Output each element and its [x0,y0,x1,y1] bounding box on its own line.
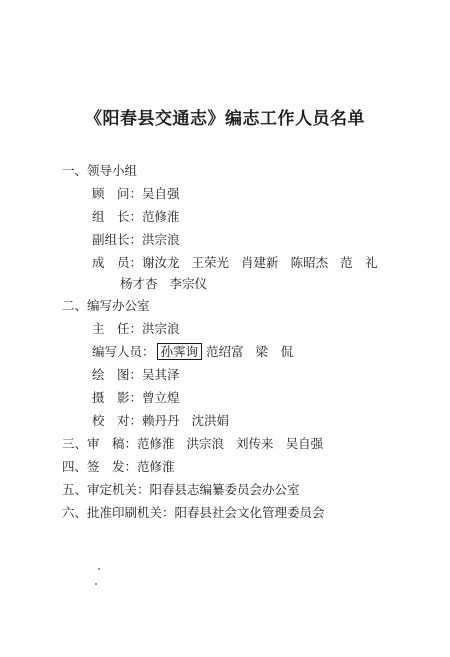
deputy-label: 副组长： [92,232,143,247]
advisor-label: 顾 问： [92,186,143,201]
members-row [92,255,378,271]
members-row-continued [120,276,207,292]
director-row [92,321,180,337]
proof-row [92,413,229,429]
writers-row [92,344,293,360]
director-name: 洪宗浪 [142,321,180,336]
section-6-row [62,505,325,521]
advisor-name: 吴自强 [142,186,180,201]
director-label: 主 任： [92,321,143,336]
drawing-name: 吴其泽 [142,367,180,382]
leader-label: 组 长： [92,209,143,224]
section-3-row [62,436,323,452]
review-label: 三、审 稿： [62,436,138,451]
photo-label: 摄 影： [92,390,143,405]
scan-speck [95,583,97,585]
review-name: 吴自强 [285,436,324,451]
approval-authority-label: 五、审定机关： [62,482,150,497]
writer-name-boxed: 孙霁询 [157,343,203,360]
drawing-label: 绘 图： [92,367,143,382]
advisor-row [92,186,180,202]
printing-authority-label: 六、批准印刷机关： [62,505,175,520]
deputy-name: 洪宗浪 [142,232,180,247]
page-title: 《阳春县交通志》编志工作人员名单 [85,109,365,129]
scan-speck [98,568,100,570]
review-name: 洪宗浪 [186,436,225,451]
writers-label: 编写人员： [92,344,155,359]
member-name: 李宗仪 [169,276,208,291]
review-name: 刘传来 [236,436,274,451]
proof-name: 赖丹丹 [142,413,180,428]
proof-name: 沈洪娟 [191,413,230,428]
member-name: 杨才杏 [120,276,158,291]
approval-authority: 阳春县志编纂委员会办公室 [149,482,300,497]
drawing-row [92,367,180,383]
leader-name: 范修淮 [142,209,180,224]
photo-name: 曾立煌 [142,390,180,405]
leader-row [92,209,180,225]
member-name: 谢汝龙 [142,255,180,270]
member-name: 范 礼 [340,255,378,270]
issue-label: 四、签 发： [62,459,138,474]
section-1-heading: 一、领导小组 [62,163,138,178]
member-name: 王荣光 [191,255,230,270]
writer-name: 梁 侃 [255,344,294,359]
issue-name: 范修淮 [137,459,175,474]
photo-row [92,390,180,406]
member-name: 陈昭杰 [290,255,329,270]
section-5-row [62,482,300,498]
section-2-heading: 二、编写办公室 [62,298,150,313]
proof-label: 校 对： [92,413,143,428]
writer-name: 范绍富 [206,344,244,359]
printing-authority: 阳春县社会文化管理委员会 [174,505,325,520]
member-name: 肖建新 [241,255,279,270]
deputy-row [92,232,180,248]
section-4-row [62,459,175,475]
members-label: 成 员： [92,255,143,270]
review-name: 范修淮 [137,436,175,451]
